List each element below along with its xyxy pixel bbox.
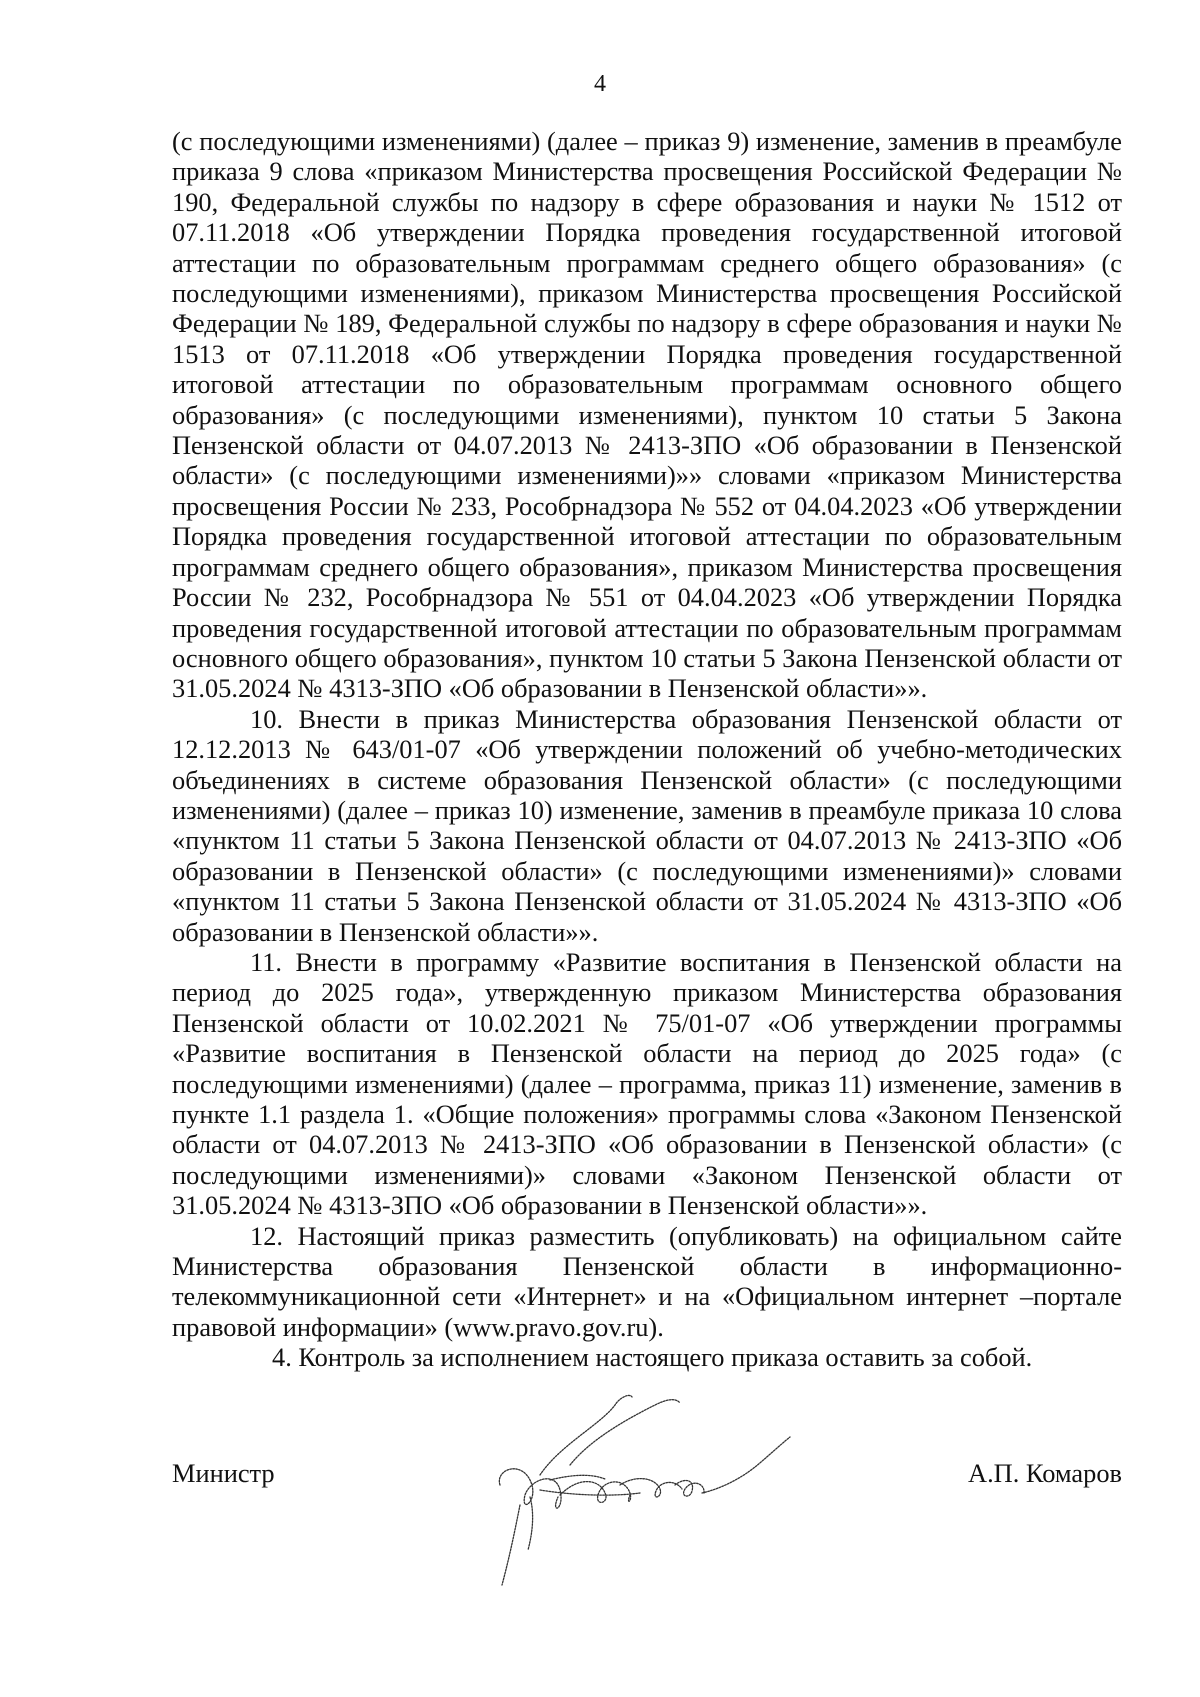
signatory-name: А.П. Комаров xyxy=(968,1458,1122,1488)
paragraph-control: 4. Контроль за исполнением настоящего приказа оставить за собой. xyxy=(272,1342,1033,1373)
paragraph-continuation: (с последующими изменениями) (далее – приказ 9) изменение, заменив в преамбуле приказа 9 слова «приказом Министерства просвещения Российской Федерации № 190, Федеральной службы по надзору в сфере образования и науки № 1512 от 07.11.2018 «Об утверждении Порядка проведения государственной итоговой аттестации по образовательным программам среднего общего образования» (с последующими изменениями), приказом Министерства просвещения Российской Федерации № 189, Федеральной службы по надзору в сфере образования и науки № 1513 от 07.11.2018 «Об утверждении Порядка проведения государственной итоговой аттестации по образовательным программам основного общего образования» (с последующими изменениями), пунктом 10 статьи 5 Закона Пензенской области от 04.07.2013 № 2413-ЗПО «Об образовании в Пензенской области» (с последующими изменениями)»» словами «приказом Министерства просвещения России № 233, Рособрнадзора № 552 от 04.04.2023 «Об утверждении Порядка проведения государственной итоговой аттестации по образовательным программам среднего общего образования», приказом Министерства просвещения России № 232, Рособрнадзора № 551 от 04.04.2023 «Об утверждении Порядка проведения государственной итоговой аттестации по образовательным программам основного общего образования», пунктом 10 статьи 5 Закона Пензенской области от 31.05.2024 № 4313-ЗПО «Об образовании в Пензенской области»». xyxy=(172,126,1122,704)
paragraph-12: 12. Настоящий приказ разместить (опубликовать) на официальном сайте Министерства образования Пензенской области в информационно-телекоммуникационной сети «Интернет» и на «Официальном интернет –портале правовой информации» (www.pravo.gov.ru). xyxy=(172,1220,1122,1342)
handwritten-signature xyxy=(480,1385,810,1590)
signatory-title: Министр xyxy=(172,1458,275,1488)
paragraph-10: 10. Внести в приказ Министерства образования Пензенской области от 12.12.2013 № 643/01-07 «Об утверждении положений об учебно-методических объединениях в системе образования Пензенской области» (с последующими изменениями) (далее – приказ 10) изменение, заменив в преамбуле приказа 10 слова «пунктом 11 статьи 5 Закона Пензенской области от 04.07.2013 № 2413-ЗПО «Об образовании в Пензенской области» (с последующими изменениями)» словами «пунктом 11 статьи 5 Закона Пензенской области от 31.05.2024 № 4313-ЗПО «Об образовании в Пензенской области»». xyxy=(172,703,1122,947)
paragraph-11: 11. Внести в программу «Развитие воспитания в Пензенской области на период до 2025 года», утвержденную приказом Министерства образования Пензенской области от 10.02.2021 № 75/01-07 «Об утверждении программы «Развитие воспитания в Пензенской области на период до 2025 года» (с последующими изменениями) (далее – программа, приказ 11) изменение, заменив в пункте 1.1 раздела 1. «Общие положения» программы слова «Законом Пензенской области от 04.07.2013 № 2413-ЗПО «Об образовании в Пензенской области» (с последующими изменениями)» словами «Законом Пензенской области от 31.05.2024 № 4313-ЗПО «Об образовании в Пензенской области»». xyxy=(172,946,1122,1221)
page-number: 4 xyxy=(594,71,606,97)
document-body xyxy=(172,126,1122,1373)
